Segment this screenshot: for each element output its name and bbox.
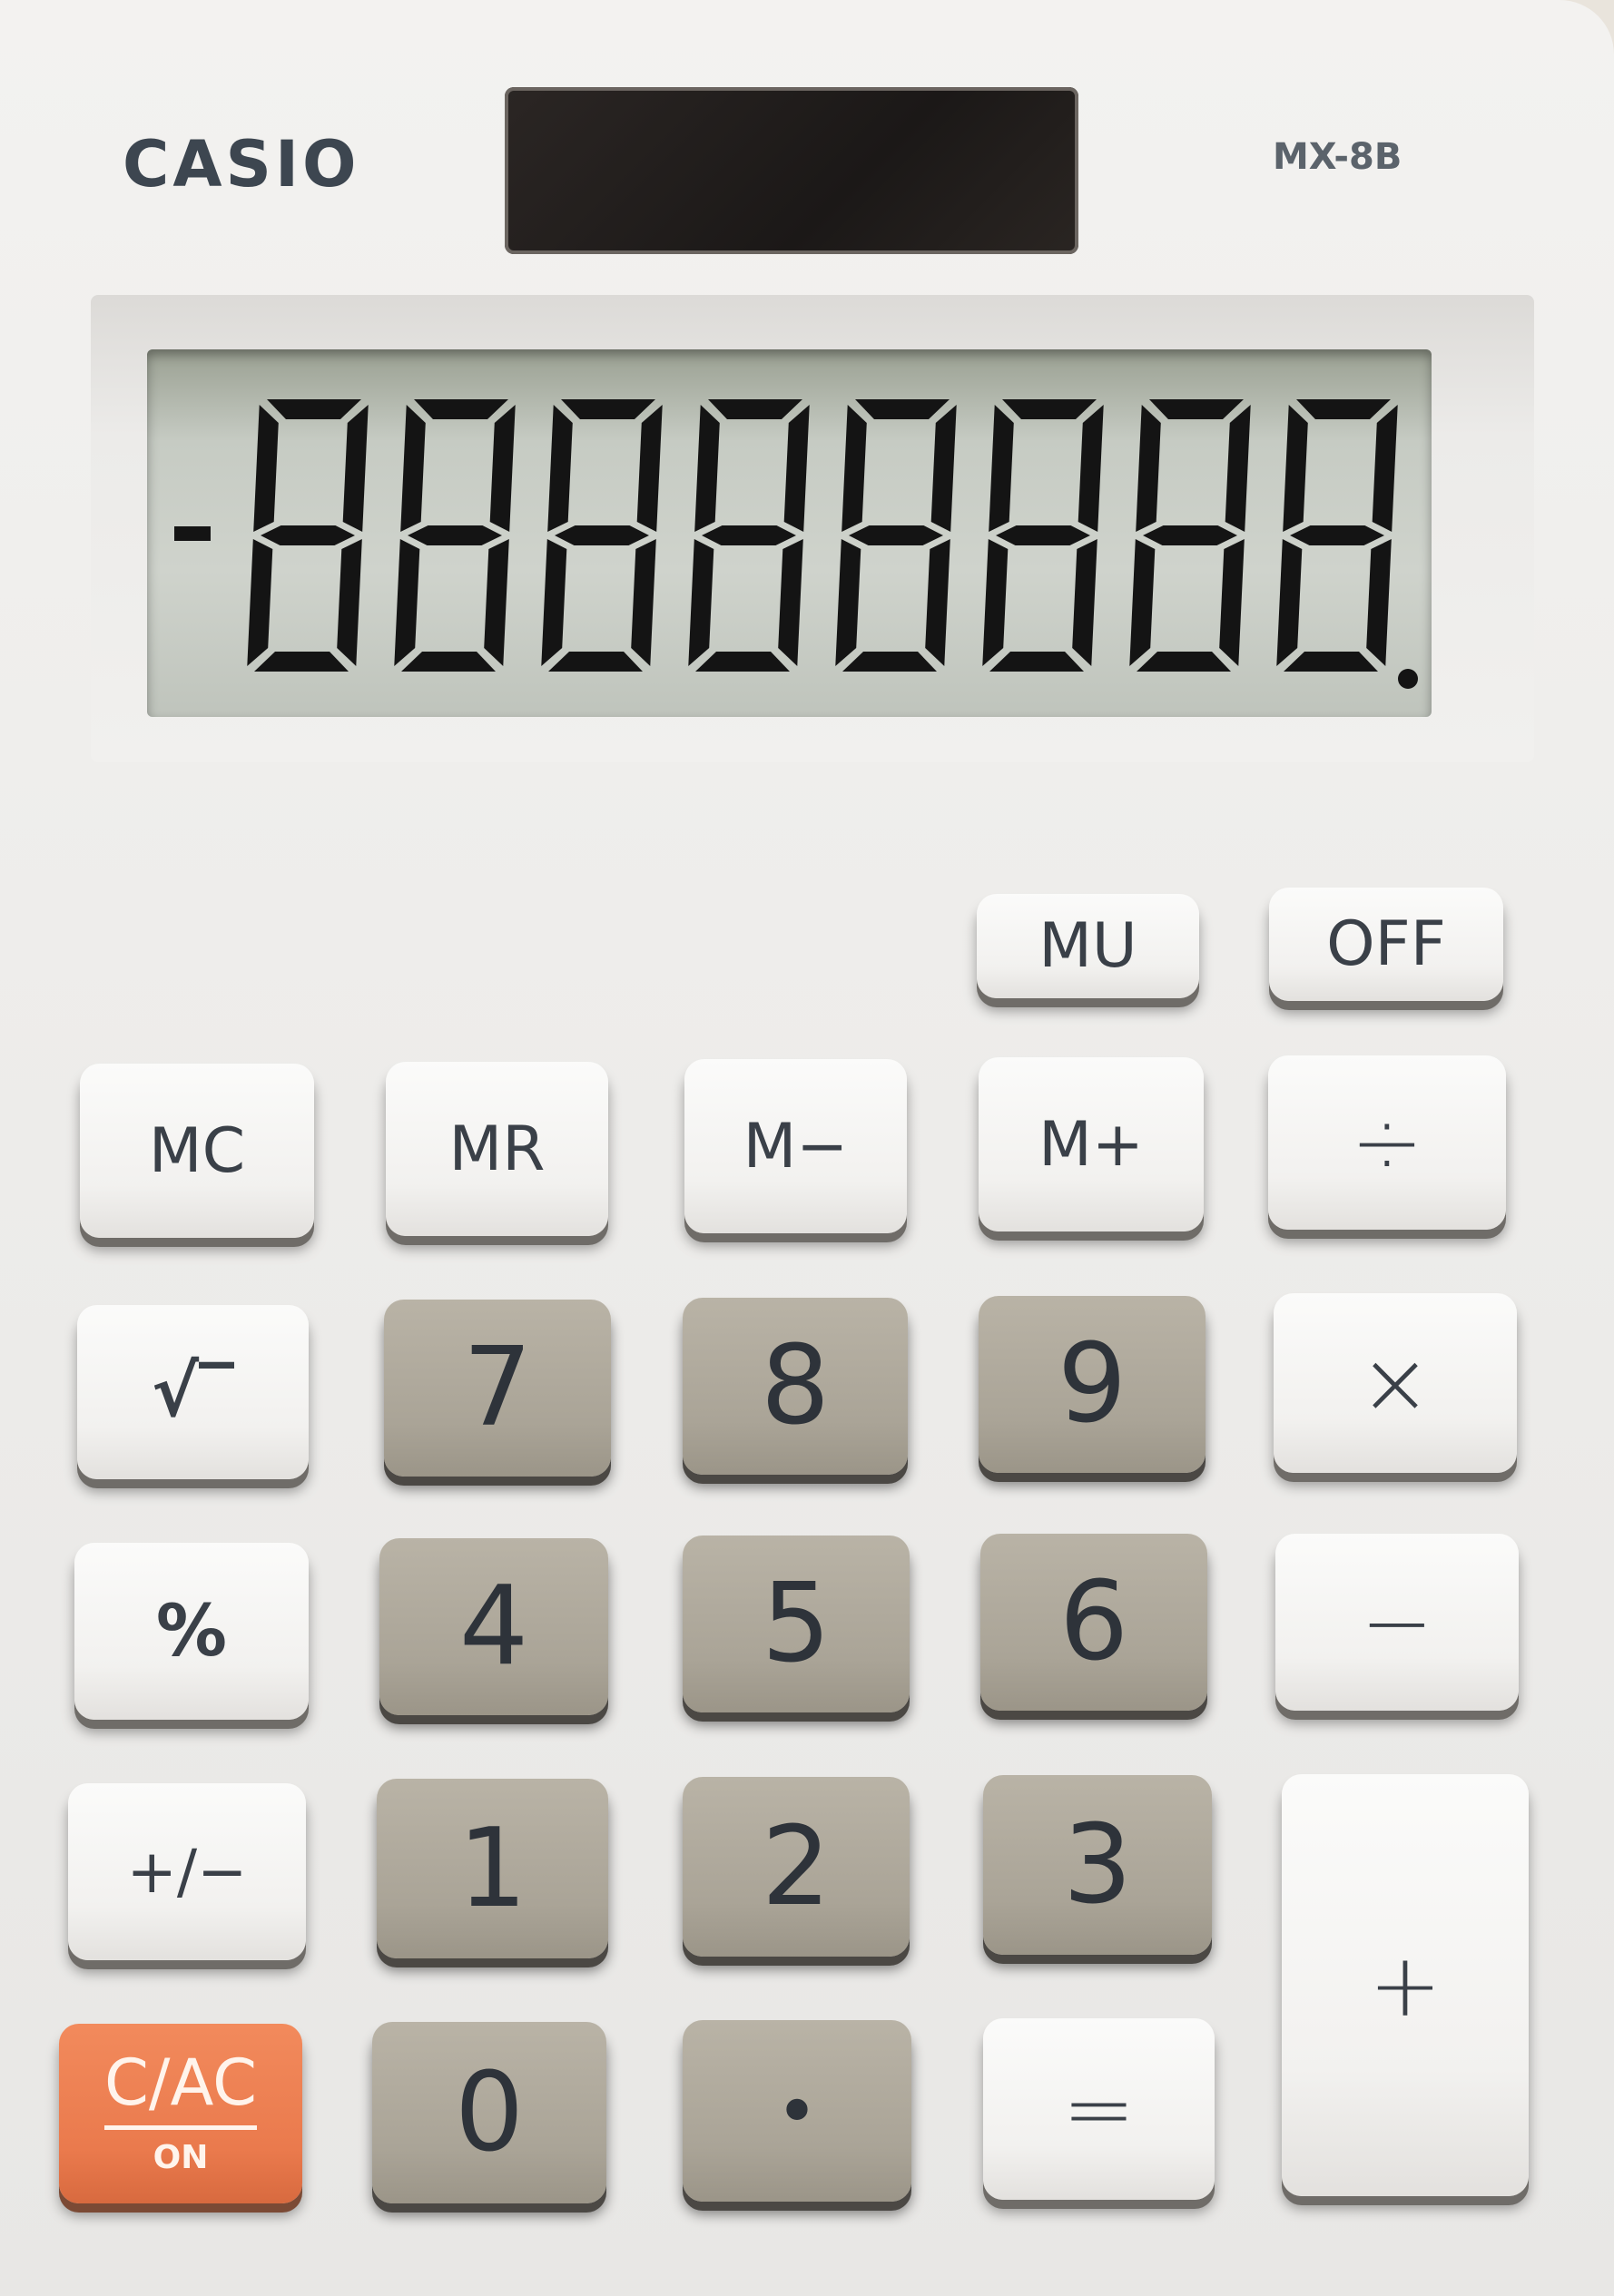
lcd-segment <box>561 399 655 419</box>
lcd-segment <box>1219 539 1245 666</box>
m-plus-key-label: M+ <box>1038 1108 1144 1181</box>
clear-label: C/AC <box>104 2051 257 2130</box>
lcd-segment <box>400 405 426 532</box>
lcd-segment <box>267 399 361 419</box>
divide-key[interactable] <box>1268 1055 1506 1230</box>
lcd-segment <box>247 539 272 666</box>
lcd-segment <box>855 399 950 419</box>
key-0-label: 0 <box>454 2049 525 2176</box>
lcd-segment <box>343 405 369 532</box>
minus-key[interactable] <box>1275 1534 1519 1711</box>
key-1-label: 1 <box>458 1805 527 1932</box>
lcd-segment <box>925 539 950 666</box>
lcd-segment <box>835 539 861 666</box>
lcd-value <box>1176 386 1395 427</box>
lcd-segment <box>1129 539 1155 666</box>
lcd-segment <box>1276 539 1302 666</box>
mc-key-label: MC <box>148 1114 246 1187</box>
plus-minus-icon: +/− <box>126 1837 248 1907</box>
lcd-segment <box>931 405 957 532</box>
off-key[interactable] <box>1269 888 1503 1001</box>
lcd-segment <box>1284 652 1378 672</box>
lcd-segment <box>989 652 1084 672</box>
lcd-segment <box>694 405 720 532</box>
lcd-segment <box>784 405 810 532</box>
lcd-display <box>147 349 1432 717</box>
decimal-icon: • <box>775 2068 819 2154</box>
lcd-segment <box>1072 539 1097 666</box>
solar-panel <box>505 87 1078 254</box>
plus-key[interactable] <box>1282 1774 1529 2196</box>
model-label: MX-8B <box>1273 136 1402 178</box>
lcd-segment <box>1290 525 1384 545</box>
key-4-label: 4 <box>458 1564 529 1690</box>
lcd-segment <box>490 405 516 532</box>
mc-key[interactable] <box>80 1064 314 1238</box>
lcd-segment <box>982 539 1008 666</box>
lcd-segment <box>842 652 937 672</box>
lcd-segment <box>1136 405 1161 532</box>
multiply-key[interactable] <box>1274 1293 1517 1473</box>
m-plus-key[interactable] <box>979 1057 1204 1231</box>
key-9-label: 9 <box>1057 1321 1127 1447</box>
lcd-segment <box>261 525 355 545</box>
lcd-segment <box>408 525 502 545</box>
lcd-segment <box>1137 652 1231 672</box>
sqrt-key[interactable] <box>77 1305 309 1479</box>
brand-logo: CASIO <box>123 127 360 201</box>
lcd-segment <box>401 652 496 672</box>
percent-key[interactable] <box>74 1543 309 1720</box>
key-8[interactable] <box>683 1298 908 1475</box>
key-3[interactable] <box>983 1775 1212 1955</box>
key-6-label: 6 <box>1058 1559 1129 1685</box>
sqrt-icon: √‾ <box>151 1351 235 1433</box>
lcd-segment <box>1143 525 1237 545</box>
key-7-label: 7 <box>462 1325 533 1451</box>
lcd-minus-sign <box>174 526 211 541</box>
lcd-segment <box>702 525 796 545</box>
mu-key-label: MU <box>1038 910 1137 982</box>
lcd-segment <box>254 652 349 672</box>
key-2-label: 2 <box>761 1803 832 1930</box>
lcd-segment <box>708 399 802 419</box>
lcd-segment <box>555 525 649 545</box>
lcd-segment <box>989 405 1014 532</box>
key-1[interactable] <box>377 1779 608 1958</box>
mr-key[interactable] <box>386 1062 608 1236</box>
equals-icon: = <box>1062 2058 1136 2160</box>
lcd-segment <box>394 539 419 666</box>
lcd-segment <box>414 399 508 419</box>
m-minus-key-label: M− <box>743 1110 849 1182</box>
lcd-segment <box>337 539 362 666</box>
lcd-segment <box>631 539 656 666</box>
plus-icon: + <box>1368 1934 1442 2036</box>
key-8-label: 8 <box>760 1323 831 1449</box>
key-2[interactable] <box>683 1777 910 1957</box>
key-9[interactable] <box>979 1296 1206 1473</box>
key-4[interactable] <box>379 1538 608 1715</box>
clear-on-key[interactable] <box>59 2024 302 2203</box>
minus-icon: − <box>1360 1571 1434 1673</box>
decimal-key[interactable] <box>683 2020 911 2202</box>
lcd-segment <box>541 539 566 666</box>
lcd-segment <box>253 405 279 532</box>
off-key-label: OFF <box>1326 908 1446 980</box>
lcd-segment <box>548 652 643 672</box>
mr-key-label: MR <box>448 1113 546 1185</box>
lcd-segment <box>484 539 509 666</box>
lcd-segment <box>1366 539 1392 666</box>
multiply-icon: × <box>1358 1332 1432 1434</box>
plus-minus-key[interactable] <box>68 1783 306 1960</box>
lcd-segment <box>849 525 943 545</box>
lcd-decimal-point <box>1398 669 1418 689</box>
key-3-label: 3 <box>1062 1801 1133 1928</box>
lcd-segment <box>1002 399 1097 419</box>
divide-icon: ÷ <box>1350 1092 1424 1193</box>
lcd-segment <box>841 405 867 532</box>
key-0[interactable] <box>372 2022 606 2203</box>
key-7[interactable] <box>384 1300 611 1477</box>
on-label: ON <box>153 2139 209 2176</box>
lcd-segment <box>637 405 663 532</box>
lcd-segment <box>695 652 790 672</box>
lcd-segment <box>1078 405 1104 532</box>
percent-icon: % <box>155 1590 228 1673</box>
lcd-segment <box>547 405 573 532</box>
lcd-segment <box>688 539 714 666</box>
equals-key[interactable] <box>983 2018 1215 2200</box>
lcd-segment <box>996 525 1090 545</box>
mu-key[interactable] <box>977 894 1199 998</box>
m-minus-key[interactable] <box>684 1059 907 1233</box>
lcd-segment <box>778 539 803 666</box>
key-5-label: 5 <box>761 1561 832 1687</box>
key-6[interactable] <box>980 1534 1207 1711</box>
key-5[interactable] <box>683 1536 910 1712</box>
